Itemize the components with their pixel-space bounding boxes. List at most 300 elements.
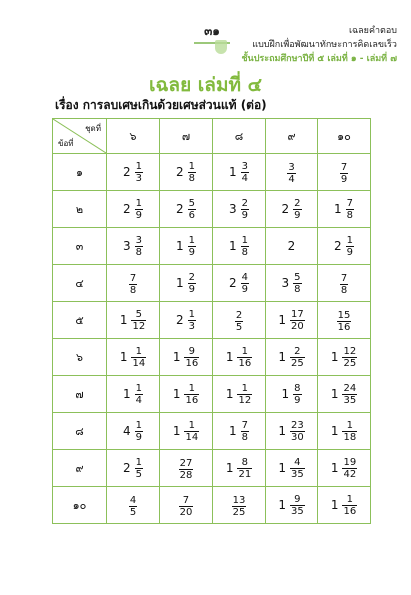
fraction xyxy=(179,495,194,518)
denominator: 8 xyxy=(135,246,142,258)
answer-cell xyxy=(266,265,318,302)
table-row xyxy=(53,450,371,487)
answer-cell xyxy=(318,154,371,191)
row-header: ๑๐ xyxy=(53,487,107,524)
mixed-number xyxy=(278,346,304,369)
fraction xyxy=(188,235,196,258)
fraction xyxy=(241,272,249,295)
answer-cell xyxy=(160,228,213,265)
denominator: 16 xyxy=(185,394,199,406)
numerator: 1 xyxy=(135,456,142,468)
mixed-number xyxy=(129,495,137,518)
numerator: 1 xyxy=(241,234,248,246)
mixed-number xyxy=(229,198,249,221)
whole-part: 1 xyxy=(278,424,286,438)
answer-cell xyxy=(266,487,318,524)
numerator: 23 xyxy=(290,419,304,431)
corner-label-item: ข้อที่ xyxy=(58,139,74,148)
denominator: 16 xyxy=(343,505,357,517)
whole-part: 1 xyxy=(228,165,237,179)
row-header: ๓ xyxy=(53,228,107,265)
answer-cell xyxy=(266,228,318,265)
mixed-number xyxy=(340,273,348,296)
numerator: 15 xyxy=(337,309,351,321)
fraction xyxy=(184,420,199,443)
mixed-number xyxy=(123,457,143,480)
page-header xyxy=(241,24,397,66)
answer-cell xyxy=(318,191,371,228)
mixed-number xyxy=(281,383,301,406)
numerator: 7 xyxy=(340,272,348,284)
numerator: 3 xyxy=(135,234,142,246)
row-header: ๒ xyxy=(53,191,107,228)
row-header: ๙ xyxy=(53,450,107,487)
mixed-number xyxy=(179,458,194,481)
fraction xyxy=(237,457,252,480)
mixed-number xyxy=(337,310,352,333)
answer-cell xyxy=(213,339,266,376)
table-row xyxy=(53,413,371,450)
numerator: 2 xyxy=(241,197,248,209)
whole-part: 1 xyxy=(330,350,339,364)
table-row xyxy=(53,228,371,265)
row-header: ๘ xyxy=(53,413,107,450)
leaf-decoration xyxy=(215,40,227,54)
denominator: 14 xyxy=(132,357,146,369)
fraction xyxy=(346,235,354,258)
denominator: 35 xyxy=(343,394,357,406)
answer-cell xyxy=(107,154,160,191)
fraction xyxy=(188,161,196,184)
mixed-number xyxy=(176,198,196,221)
denominator: 25 xyxy=(232,506,246,518)
whole-part: 1 xyxy=(278,461,286,475)
answer-table xyxy=(52,118,371,524)
denominator: 8 xyxy=(346,209,353,221)
fraction xyxy=(241,198,249,221)
answer-cell xyxy=(213,376,266,413)
fraction xyxy=(346,198,354,221)
table-row xyxy=(53,376,371,413)
mixed-number xyxy=(123,198,143,221)
row-header: ๗ xyxy=(53,376,107,413)
whole-part: 2 xyxy=(122,202,131,216)
answer-cell xyxy=(318,487,371,524)
mixed-number xyxy=(229,161,249,184)
denominator: 6 xyxy=(188,209,195,221)
fraction xyxy=(293,272,301,295)
whole-part: 1 xyxy=(278,498,286,512)
column-header: ๙ xyxy=(266,119,318,154)
whole-part: 1 xyxy=(225,387,234,401)
denominator: 35 xyxy=(290,505,304,517)
numerator: 1 xyxy=(241,345,248,357)
numerator: 5 xyxy=(188,197,195,209)
denominator: 8 xyxy=(241,246,248,258)
fraction xyxy=(188,309,196,332)
fraction xyxy=(290,457,305,480)
mixed-number xyxy=(331,383,357,406)
answer-cell xyxy=(160,191,213,228)
denominator: 9 xyxy=(340,173,348,185)
mixed-number xyxy=(226,383,252,406)
fraction xyxy=(184,346,199,369)
whole-part: 2 xyxy=(175,165,184,179)
fraction xyxy=(342,346,357,369)
mixed-number xyxy=(288,239,296,253)
answer-cell xyxy=(107,487,160,524)
denominator: 21 xyxy=(238,468,252,480)
mixed-number xyxy=(287,162,295,185)
numerator: 13 xyxy=(232,494,246,506)
denominator: 16 xyxy=(337,321,351,333)
denominator: 18 xyxy=(343,431,357,443)
fraction xyxy=(342,494,357,517)
answer-cell xyxy=(107,191,160,228)
whole-part: 2 xyxy=(122,461,131,475)
corner-cell xyxy=(53,119,107,154)
numerator: 2 xyxy=(294,345,301,357)
fraction xyxy=(287,162,295,185)
whole-part: 2 xyxy=(281,202,290,216)
fraction xyxy=(290,309,305,332)
answer-cell xyxy=(213,302,266,339)
fraction xyxy=(232,495,247,518)
mixed-number xyxy=(123,235,143,258)
header-line-grade: ชั้นประถมศึกษาปีที่ ๕ เล่มที่ ๑ - เล่มที่ ๗ xyxy=(241,54,397,64)
numerator: 17 xyxy=(290,308,304,320)
denominator: 20 xyxy=(179,506,193,518)
denominator: 12 xyxy=(132,320,146,332)
numerator: 7 xyxy=(129,272,137,284)
column-header: ๖ xyxy=(107,119,160,154)
numerator: 1 xyxy=(135,419,142,431)
page-number: ๓๑ xyxy=(194,22,230,44)
answer-cell xyxy=(160,450,213,487)
mixed-number xyxy=(179,495,194,518)
whole-part: 1 xyxy=(225,461,234,475)
answer-cell xyxy=(160,487,213,524)
answer-cell xyxy=(266,302,318,339)
denominator: 8 xyxy=(340,284,348,296)
whole-part: 2 xyxy=(175,202,184,216)
answer-cell xyxy=(107,265,160,302)
row-header: ๔ xyxy=(53,265,107,302)
numerator: 3 xyxy=(241,160,248,172)
fraction xyxy=(241,235,249,258)
table-body xyxy=(53,154,371,524)
mixed-number xyxy=(173,346,199,369)
whole-part: 1 xyxy=(172,387,181,401)
numerator: 1 xyxy=(135,197,142,209)
mixed-number xyxy=(176,235,196,258)
fraction xyxy=(179,458,194,481)
answer-cell xyxy=(318,302,371,339)
subject-heading: เรื่อง การลบเศษเกินด้วยเศษส่วนแท้ (ต่อ) xyxy=(55,98,267,112)
denominator: 9 xyxy=(188,283,195,295)
answer-cell xyxy=(213,228,266,265)
numerator: 4 xyxy=(294,456,301,468)
whole-part: 1 xyxy=(330,461,339,475)
mixed-number xyxy=(331,457,357,480)
numerator: 4 xyxy=(241,271,248,283)
fraction xyxy=(337,310,352,333)
answer-cell xyxy=(107,339,160,376)
table-row xyxy=(53,302,371,339)
whole-part: 1 xyxy=(119,350,128,364)
whole-part: 3 xyxy=(122,239,131,253)
mixed-number xyxy=(176,272,196,295)
row-header: ๑ xyxy=(53,154,107,191)
fraction xyxy=(135,161,143,184)
fraction xyxy=(340,162,348,185)
column-header: ๑๐ xyxy=(318,119,371,154)
answer-cell xyxy=(107,376,160,413)
whole-part: 1 xyxy=(175,276,184,290)
fraction xyxy=(135,457,143,480)
numerator: 1 xyxy=(188,308,195,320)
whole-part: 1 xyxy=(172,350,181,364)
fraction xyxy=(237,346,252,369)
answer-cell xyxy=(213,154,266,191)
numerator: 8 xyxy=(241,456,248,468)
answer-cell xyxy=(107,228,160,265)
column-header: ๘ xyxy=(213,119,266,154)
whole-part: 2 xyxy=(228,276,237,290)
denominator: 8 xyxy=(294,283,301,295)
answer-cell xyxy=(318,450,371,487)
table-row xyxy=(53,265,371,302)
denominator: 4 xyxy=(135,394,142,406)
whole-part: 1 xyxy=(228,239,237,253)
denominator: 9 xyxy=(135,431,142,443)
whole-part: 2 xyxy=(122,165,131,179)
fraction xyxy=(342,420,357,443)
mixed-number xyxy=(334,235,354,258)
fraction xyxy=(135,235,143,258)
answer-cell xyxy=(107,302,160,339)
numerator: 8 xyxy=(294,382,301,394)
answer-cell xyxy=(107,450,160,487)
fraction xyxy=(290,346,305,369)
fraction xyxy=(188,272,196,295)
answer-cell xyxy=(318,265,371,302)
numerator: 1 xyxy=(135,382,142,394)
denominator: 8 xyxy=(241,431,248,443)
numerator: 1 xyxy=(188,419,195,431)
denominator: 9 xyxy=(346,246,353,258)
fraction xyxy=(235,310,243,333)
numerator: 9 xyxy=(188,345,195,357)
denominator: 5 xyxy=(129,506,137,518)
denominator: 9 xyxy=(188,246,195,258)
whole-part: 1 xyxy=(172,424,181,438)
row-header: ๕ xyxy=(53,302,107,339)
column-header: ๗ xyxy=(160,119,213,154)
mixed-number xyxy=(120,346,146,369)
numerator: 19 xyxy=(343,456,357,468)
mixed-number xyxy=(123,420,143,443)
fraction xyxy=(241,420,249,443)
denominator: 3 xyxy=(188,320,195,332)
whole-part: 1 xyxy=(281,387,290,401)
numerator: 3 xyxy=(288,161,295,173)
denominator: 20 xyxy=(290,320,304,332)
denominator: 25 xyxy=(343,357,357,369)
denominator: 3 xyxy=(135,172,142,184)
numerator: 2 xyxy=(294,197,301,209)
mixed-number xyxy=(278,457,304,480)
mixed-number xyxy=(176,161,196,184)
mixed-number xyxy=(331,420,357,443)
numerator: 1 xyxy=(188,234,195,246)
mixed-number xyxy=(281,198,301,221)
answer-cell xyxy=(318,228,371,265)
whole-part: 2 xyxy=(175,313,184,327)
numerator: 24 xyxy=(343,382,357,394)
mixed-number xyxy=(176,309,196,332)
whole-part: 1 xyxy=(330,424,339,438)
whole-part: 3 xyxy=(281,276,290,290)
denominator: 9 xyxy=(294,209,301,221)
fraction xyxy=(131,346,146,369)
whole-part: 2 xyxy=(287,239,296,253)
answer-cell xyxy=(266,450,318,487)
mixed-number xyxy=(123,383,143,406)
fraction xyxy=(237,383,252,406)
whole-part: 1 xyxy=(330,498,339,512)
denominator: 9 xyxy=(135,209,142,221)
answer-cell xyxy=(266,191,318,228)
fraction xyxy=(131,309,146,332)
denominator: 9 xyxy=(294,394,301,406)
answer-cell xyxy=(266,154,318,191)
mixed-number xyxy=(226,457,252,480)
numerator: 12 xyxy=(343,345,357,357)
numerator: 1 xyxy=(135,345,142,357)
mixed-number xyxy=(235,310,243,333)
whole-part: 1 xyxy=(175,239,184,253)
whole-part: 1 xyxy=(330,387,339,401)
mixed-number xyxy=(120,309,146,332)
numerator: 2 xyxy=(235,309,243,321)
answer-cell xyxy=(266,339,318,376)
whole-part: 1 xyxy=(122,387,131,401)
table-row xyxy=(53,339,371,376)
mixed-number xyxy=(129,273,137,296)
numerator: 5 xyxy=(294,271,301,283)
row-header: ๖ xyxy=(53,339,107,376)
fraction xyxy=(135,198,143,221)
answer-cell xyxy=(318,376,371,413)
answer-cell xyxy=(160,154,213,191)
fraction xyxy=(129,273,137,296)
mixed-number xyxy=(331,494,357,517)
corner-label-set: ชุดที่ xyxy=(85,124,101,133)
answer-cell xyxy=(160,339,213,376)
whole-part: 1 xyxy=(333,202,342,216)
denominator: 30 xyxy=(290,431,304,443)
numerator: 1 xyxy=(346,234,353,246)
numerator: 1 xyxy=(241,382,248,394)
fraction xyxy=(184,383,199,406)
denominator: 12 xyxy=(238,394,252,406)
mixed-number xyxy=(232,495,247,518)
denominator: 16 xyxy=(185,357,199,369)
whole-part: 1 xyxy=(278,350,286,364)
fraction xyxy=(342,457,357,480)
denominator: 4 xyxy=(288,173,295,185)
fraction xyxy=(241,161,249,184)
answer-cell xyxy=(213,450,266,487)
whole-part: 2 xyxy=(333,239,342,253)
header-line-answer-key: เฉลยคำตอบ xyxy=(348,26,397,36)
denominator: 5 xyxy=(235,321,243,333)
answer-cell xyxy=(160,265,213,302)
mixed-number xyxy=(173,383,199,406)
numerator: 1 xyxy=(346,419,353,431)
answer-cell xyxy=(160,302,213,339)
numerator: 7 xyxy=(182,494,190,506)
numerator: 27 xyxy=(179,457,193,469)
whole-part: 1 xyxy=(228,424,237,438)
answer-cell xyxy=(266,376,318,413)
mixed-number xyxy=(278,309,304,332)
mixed-number xyxy=(340,162,348,185)
whole-part: 4 xyxy=(122,424,131,438)
mixed-number xyxy=(173,420,199,443)
numerator: 1 xyxy=(188,160,195,172)
numerator: 1 xyxy=(135,160,142,172)
numerator: 7 xyxy=(340,161,348,173)
fraction xyxy=(340,273,348,296)
whole-part: 3 xyxy=(228,202,237,216)
whole-part: 1 xyxy=(225,350,234,364)
mixed-number xyxy=(281,272,301,295)
denominator: 35 xyxy=(290,468,304,480)
answer-cell xyxy=(213,413,266,450)
answer-cell xyxy=(318,413,371,450)
answer-cell xyxy=(213,265,266,302)
denominator: 9 xyxy=(241,283,248,295)
fraction xyxy=(129,495,137,518)
denominator: 9 xyxy=(241,209,248,221)
mixed-number xyxy=(229,420,249,443)
answer-cell xyxy=(213,487,266,524)
header-line-workbook: แบบฝึกเพื่อพัฒนาทักษะการคิดเลขเร็ว xyxy=(252,40,397,50)
mixed-number xyxy=(229,272,249,295)
numerator: 9 xyxy=(294,493,301,505)
fraction xyxy=(135,383,143,406)
numerator: 4 xyxy=(129,494,137,506)
fraction xyxy=(293,198,301,221)
numerator: 1 xyxy=(346,493,353,505)
page-title: เฉลย เล่มที่ ๔ xyxy=(148,74,262,96)
table-row xyxy=(53,154,371,191)
denominator: 28 xyxy=(179,469,193,481)
answer-cell xyxy=(160,413,213,450)
numerator: 1 xyxy=(188,382,195,394)
mixed-number xyxy=(331,346,357,369)
mixed-number xyxy=(123,161,143,184)
header-row xyxy=(53,119,371,154)
denominator: 16 xyxy=(238,357,252,369)
fraction xyxy=(135,420,143,443)
answer-cell xyxy=(160,376,213,413)
answer-cell xyxy=(213,191,266,228)
answer-cell xyxy=(266,413,318,450)
denominator: 5 xyxy=(135,468,142,480)
